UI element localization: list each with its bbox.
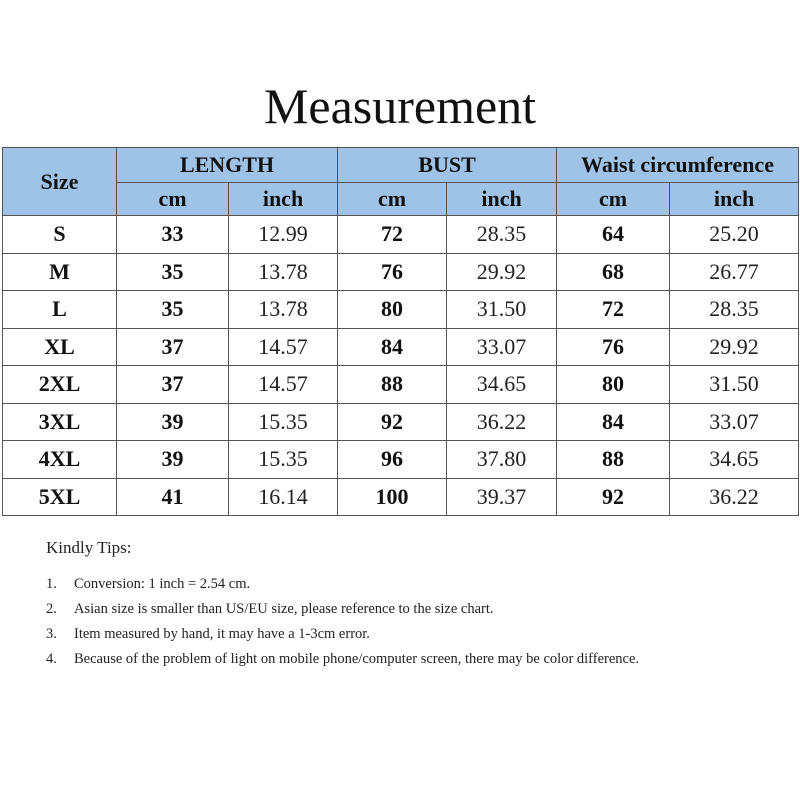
tip-text: Conversion: 1 inch = 2.54 cm. [74, 576, 251, 592]
length-inch-cell: 12.99 [229, 216, 338, 254]
tip-number: 4. [46, 651, 57, 667]
waist-cm-cell: 68 [557, 253, 670, 291]
unit-header: cm [557, 183, 670, 216]
length-inch-cell: 15.35 [229, 441, 338, 479]
length-cm-cell: 35 [117, 253, 229, 291]
tip-item [46, 647, 766, 672]
bust-cm-cell: 76 [338, 253, 447, 291]
waist-cm-cell: 84 [557, 403, 670, 441]
waist-inch-cell: 36.22 [670, 478, 799, 516]
waist-inch-cell: 31.50 [670, 366, 799, 404]
size-cell: S [3, 216, 117, 254]
unit-header: cm [338, 183, 447, 216]
waist-cm-cell: 80 [557, 366, 670, 404]
size-cell: L [3, 291, 117, 329]
length-cm-cell: 33 [117, 216, 229, 254]
tip-item [46, 622, 766, 647]
waist-inch-cell: 34.65 [670, 441, 799, 479]
header-row-groups [3, 148, 799, 183]
length-header: LENGTH [117, 148, 338, 183]
size-cell: 5XL [3, 478, 117, 516]
header-row-units [3, 183, 799, 216]
bust-inch-cell: 34.65 [447, 366, 557, 404]
table-row [3, 253, 799, 291]
length-cm-cell: 35 [117, 291, 229, 329]
bust-inch-cell: 33.07 [447, 328, 557, 366]
tip-number: 1. [46, 576, 57, 592]
bust-inch-cell: 36.22 [447, 403, 557, 441]
waist-inch-cell: 28.35 [670, 291, 799, 329]
unit-header: inch [670, 183, 799, 216]
length-inch-cell: 16.14 [229, 478, 338, 516]
bust-inch-cell: 31.50 [447, 291, 557, 329]
size-cell: 2XL [3, 366, 117, 404]
bust-header: BUST [338, 148, 557, 183]
bust-cm-cell: 84 [338, 328, 447, 366]
page-title: Measurement [263, 78, 537, 134]
waist-inch-cell: 25.20 [670, 216, 799, 254]
unit-header: inch [447, 183, 557, 216]
table-row [3, 366, 799, 404]
table-row [3, 328, 799, 366]
table-body [3, 216, 799, 516]
bust-cm-cell: 92 [338, 403, 447, 441]
length-cm-cell: 37 [117, 328, 229, 366]
tip-number: 2. [46, 601, 57, 617]
length-inch-cell: 15.35 [229, 403, 338, 441]
bust-cm-cell: 100 [338, 478, 447, 516]
unit-header: inch [229, 183, 338, 216]
bust-inch-cell: 28.35 [447, 216, 557, 254]
waist-cm-cell: 92 [557, 478, 670, 516]
length-inch-cell: 13.78 [229, 291, 338, 329]
table-row [3, 216, 799, 254]
tip-item [46, 572, 766, 597]
length-cm-cell: 39 [117, 403, 229, 441]
tip-text: Item measured by hand, it may have a 1-3cm error. [74, 626, 370, 642]
length-cm-cell: 41 [117, 478, 229, 516]
bust-cm-cell: 88 [338, 366, 447, 404]
tips-list [46, 572, 766, 672]
waist-cm-cell: 72 [557, 291, 670, 329]
bust-inch-cell: 39.37 [447, 478, 557, 516]
bust-cm-cell: 96 [338, 441, 447, 479]
size-cell: 4XL [3, 441, 117, 479]
length-cm-cell: 37 [117, 366, 229, 404]
bust-inch-cell: 37.80 [447, 441, 557, 479]
table-row [3, 291, 799, 329]
waist-header: Waist circumference [557, 148, 799, 183]
table-row [3, 403, 799, 441]
waist-inch-cell: 29.92 [670, 328, 799, 366]
length-cm-cell: 39 [117, 441, 229, 479]
kindly-tips [46, 538, 766, 672]
tip-text: Because of the problem of light on mobile phone/computer screen, there may be color difference. [74, 651, 640, 667]
size-cell: XL [3, 328, 117, 366]
bust-cm-cell: 72 [338, 216, 447, 254]
bust-cm-cell: 80 [338, 291, 447, 329]
waist-inch-cell: 26.77 [670, 253, 799, 291]
size-header: Size [3, 148, 117, 216]
waist-inch-cell: 33.07 [670, 403, 799, 441]
waist-cm-cell: 64 [557, 216, 670, 254]
table-row [3, 441, 799, 479]
bust-inch-cell: 29.92 [447, 253, 557, 291]
tip-number: 3. [46, 626, 57, 642]
tips-heading: Kindly Tips: [46, 538, 132, 557]
waist-cm-cell: 76 [557, 328, 670, 366]
unit-header: cm [117, 183, 229, 216]
length-inch-cell: 14.57 [229, 366, 338, 404]
tip-text: Asian size is smaller than US/EU size, please reference to the size chart. [74, 601, 494, 617]
waist-cm-cell: 88 [557, 441, 670, 479]
length-inch-cell: 13.78 [229, 253, 338, 291]
table-row [3, 478, 799, 516]
tip-item [46, 597, 766, 622]
length-inch-cell: 14.57 [229, 328, 338, 366]
size-cell: M [3, 253, 117, 291]
size-cell: 3XL [3, 403, 117, 441]
size-chart-table [2, 147, 799, 516]
